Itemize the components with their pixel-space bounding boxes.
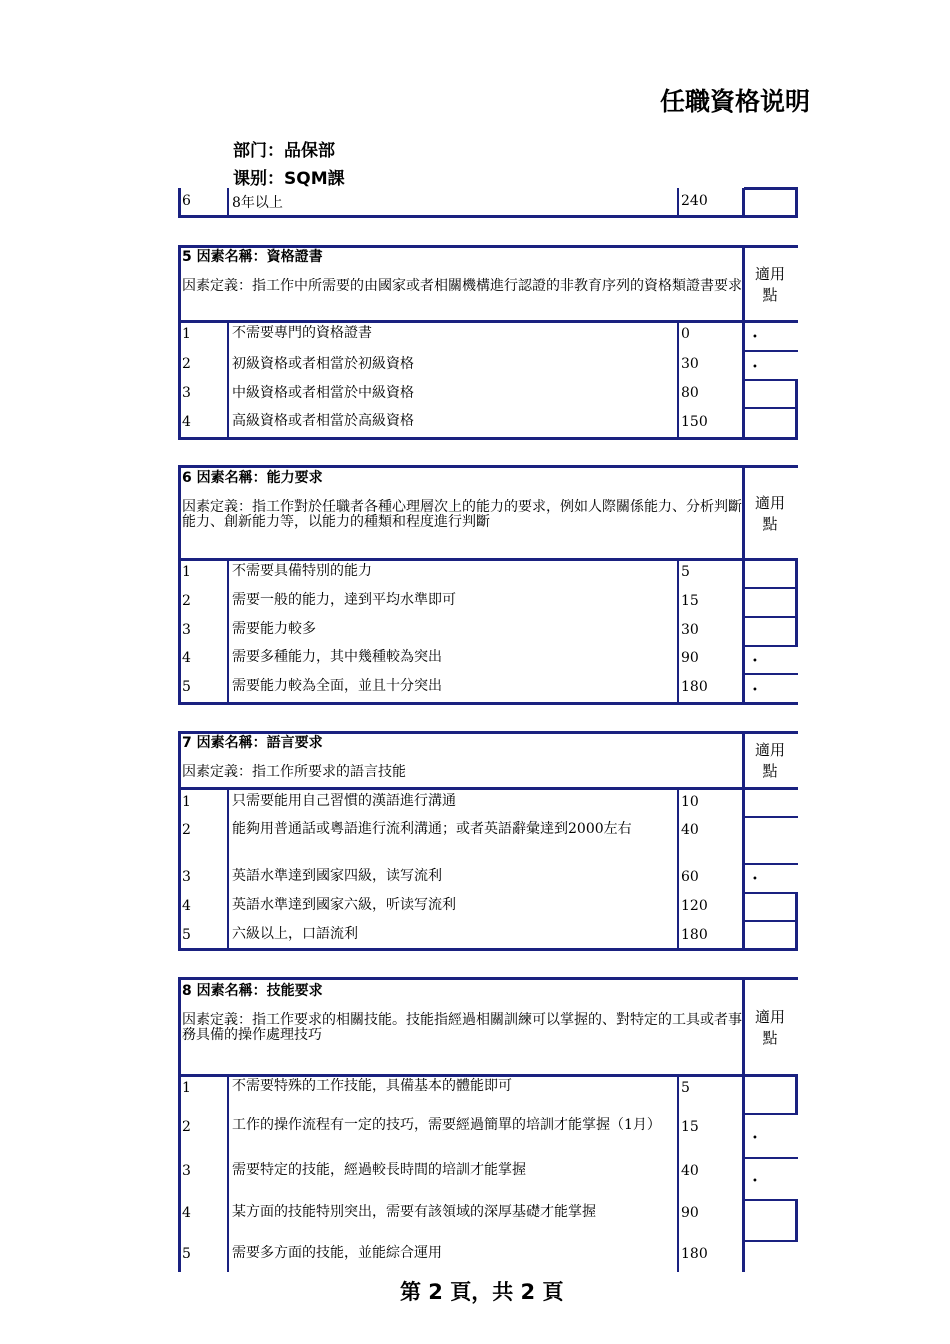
- factor-definition: 因素定義：指工作對於任職者各種心理層次上的能力的要求，例如人際關係能力、分析判斷能力、創新能力等，以能力的種類和程度進行判斷: [182, 499, 742, 530]
- table-row-num: 3: [182, 1163, 191, 1179]
- table-row-num: 5: [182, 1246, 191, 1262]
- table-row-desc: 能夠用普通話或粵語進行流利溝通；或者英語辭彙達到2000左右: [232, 821, 632, 837]
- department-label: 部门：品保部: [233, 141, 335, 161]
- factor-name: 6 因素名稱：能力要求: [182, 470, 323, 486]
- table-row-desc: 工作的操作流程有一定的技巧，需要經過簡單的培訓才能掌握（1月）: [232, 1117, 661, 1133]
- table-row-desc: 不需要具備特別的能力: [232, 563, 372, 579]
- table-row-score: 30: [681, 622, 699, 638]
- table-row-score: 240: [681, 193, 708, 209]
- table-row-score: 10: [681, 794, 699, 810]
- table-row-desc: 英語水準達到國家六級，听读写流利: [232, 897, 456, 913]
- table-row-num: 2: [182, 356, 191, 372]
- page-footer: 第 2 頁，共 2 頁: [400, 1280, 564, 1304]
- applicable-header: 適用 點: [754, 494, 785, 533]
- table-row-desc: 需要能力較為全面，並且十分突出: [232, 678, 442, 694]
- table-row-num: 6: [182, 193, 191, 209]
- table-row-score: 180: [681, 679, 708, 695]
- table-row-score: 40: [681, 822, 699, 838]
- table-row-score: 80: [681, 385, 699, 401]
- section-label: 课别：SQM課: [233, 169, 345, 189]
- table-row-score: 180: [681, 927, 708, 943]
- table-row-desc: 高級資格或者相當於高級資格: [232, 413, 414, 429]
- table-row-num: 4: [182, 898, 191, 914]
- applicable-header: 適用 點: [754, 1008, 785, 1047]
- table-row-desc: 需要多方面的技能，並能綜合運用: [232, 1245, 442, 1261]
- applicable-mark: •: [752, 656, 758, 667]
- table-row-desc: 中級資格或者相當於中級資格: [232, 385, 414, 401]
- table-row-score: 15: [681, 1119, 699, 1135]
- factor-definition: 因素定義：指工作中所需要的由國家或者相關機構進行認證的非教育序列的資格類證書要求: [182, 278, 742, 294]
- applicable-header: 適用 點: [754, 741, 785, 780]
- table-row-score: 120: [681, 898, 708, 914]
- table-row-num: 1: [182, 564, 191, 580]
- table-row-num: 3: [182, 869, 191, 885]
- applicable-mark: •: [752, 874, 758, 885]
- applicable-header: 適用 點: [754, 265, 785, 304]
- table-row-score: 90: [681, 650, 699, 666]
- table-row-score: 150: [681, 414, 708, 430]
- table-row-score: 30: [681, 356, 699, 372]
- table-row-desc: 只需要能用自己習慣的漢語進行溝通: [232, 793, 456, 809]
- table-row-desc: 不需要專門的資格證書: [232, 325, 372, 341]
- table-row-desc: 需要多種能力，其中幾種較為突出: [232, 649, 442, 665]
- table-row-score: 60: [681, 869, 699, 885]
- table-row-score: 90: [681, 1205, 699, 1221]
- factor-name: 5 因素名稱：資格證書: [182, 249, 323, 265]
- table-row-num: 4: [182, 1205, 191, 1221]
- applicable-mark: •: [752, 332, 758, 343]
- table-row-num: 4: [182, 650, 191, 666]
- factor-name: 7 因素名稱：語言要求: [182, 735, 323, 751]
- table-row-num: 3: [182, 622, 191, 638]
- applicable-mark: •: [752, 685, 758, 696]
- factor-definition: 因素定義：指工作所要求的語言技能: [182, 764, 406, 780]
- table-row-num: 5: [182, 927, 191, 943]
- table-row-num: 2: [182, 822, 191, 838]
- table-row-desc: 英語水準達到國家四級，读写流利: [232, 868, 442, 884]
- factor-definition: 因素定義：指工作要求的相關技能。技能指經過相關訓練可以掌握的、對特定的工具或者事務具備的操作處理技巧: [182, 1012, 742, 1043]
- factor-name: 8 因素名稱：技能要求: [182, 983, 323, 999]
- table-row-num: 4: [182, 414, 191, 430]
- applicable-mark: •: [752, 1176, 758, 1187]
- table-row-num: 2: [182, 593, 191, 609]
- table-row-desc: 不需要特殊的工作技能，具備基本的體能即可: [232, 1078, 512, 1094]
- table-row-num: 1: [182, 794, 191, 810]
- table-row-score: 5: [681, 1080, 690, 1096]
- table-row-desc: 需要特定的技能，經過較長時間的培訓才能掌握: [232, 1162, 526, 1178]
- applicable-mark: •: [752, 362, 758, 373]
- table-row-desc: 初級資格或者相當於初級資格: [232, 356, 414, 372]
- table-row-desc: 8年以上: [232, 195, 283, 211]
- table-row-num: 3: [182, 385, 191, 401]
- table-row-num: 1: [182, 1080, 191, 1096]
- table-row-desc: 需要能力較多: [232, 621, 316, 637]
- table-row-score: 40: [681, 1163, 699, 1179]
- table-row-desc: 六級以上，口語流利: [232, 926, 358, 942]
- table-row-num: 1: [182, 326, 191, 342]
- page-title: 任職資格说明: [660, 87, 811, 116]
- table-row-desc: 某方面的技能特別突出，需要有該領域的深厚基礎才能掌握: [232, 1204, 596, 1220]
- table-row-score: 0: [681, 326, 690, 342]
- table-row-score: 15: [681, 593, 699, 609]
- table-row-desc: 需要一般的能力，達到平均水準即可: [232, 592, 456, 608]
- table-row-score: 180: [681, 1246, 708, 1262]
- applicable-mark: •: [752, 1133, 758, 1144]
- table-row-num: 5: [182, 679, 191, 695]
- table-row-score: 5: [681, 564, 690, 580]
- table-row-num: 2: [182, 1119, 191, 1135]
